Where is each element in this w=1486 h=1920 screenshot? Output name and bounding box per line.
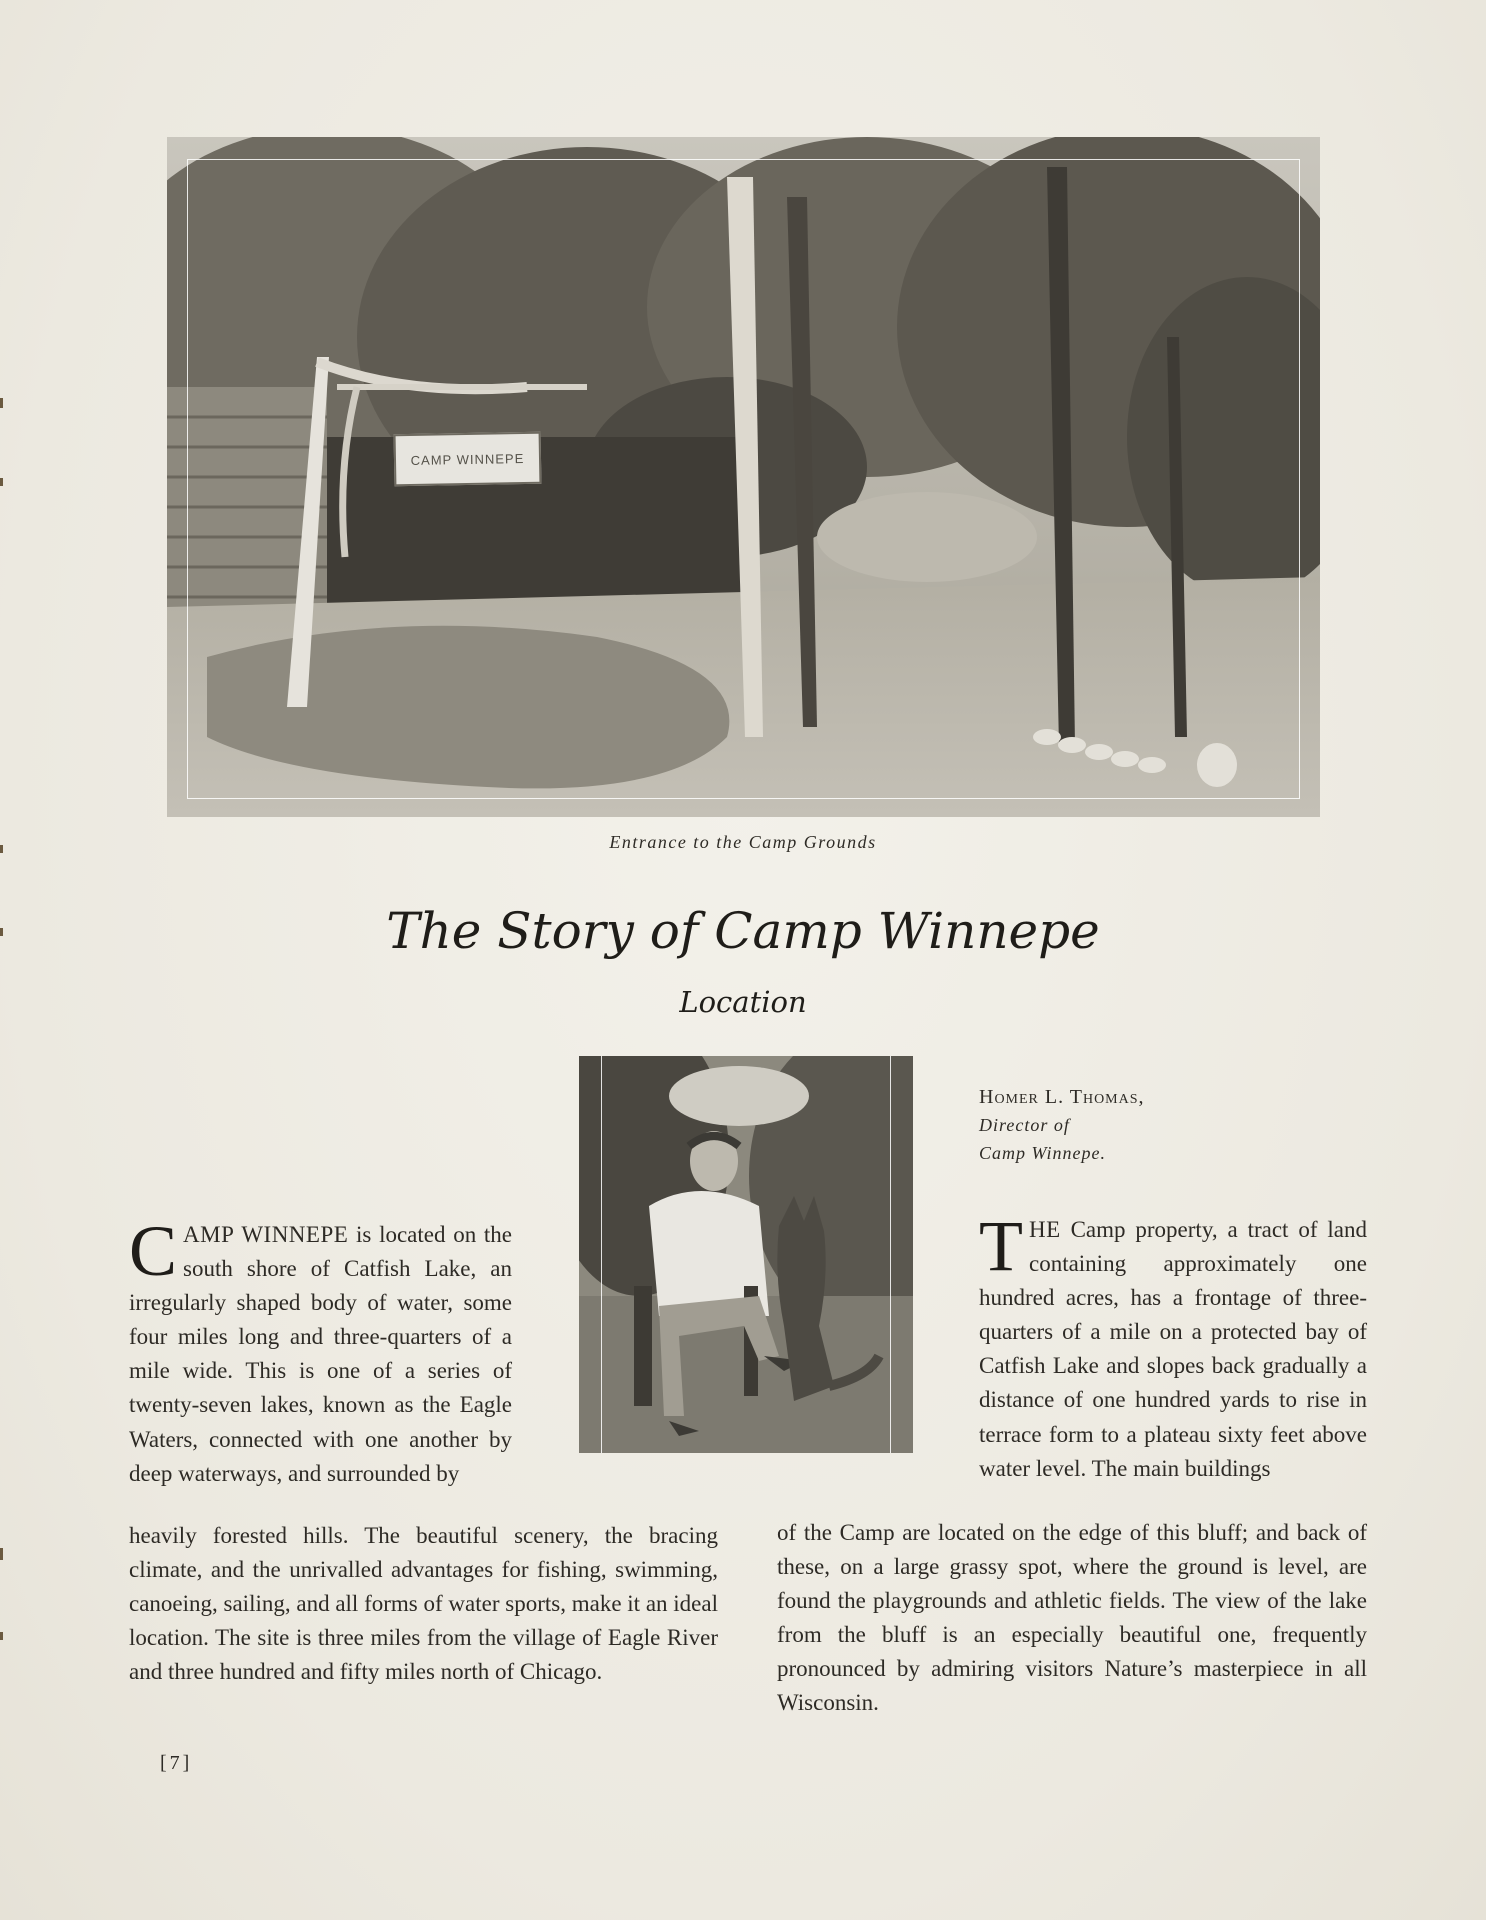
camp-entrance-illustration xyxy=(167,137,1320,817)
paragraph-text: Camp property, a tract of land containing approximately one hundred acres, has a frontage of three-quarters of a mile on a protected bay of Catfish Lake and slopes back gradually a distance of one hundred yards to rise in terrace form to a plateau sixty feet above water level. The main buildings xyxy=(979,1217,1368,1481)
lead-words: AMP WINNEPE xyxy=(183,1222,349,1247)
director-role: Director of xyxy=(979,1115,1070,1135)
page-title: The Story of Camp Winnepe xyxy=(386,902,1100,960)
dropcap-c: C xyxy=(129,1211,178,1291)
section-subtitle: Location xyxy=(679,985,807,1019)
camp-sign: CAMP WINNEPE xyxy=(394,432,542,487)
paragraph-one-top xyxy=(129,1211,513,1491)
photo-caption: Entrance to the Camp Grounds xyxy=(609,832,877,852)
paragraph-text: is located on the south shore of Catfish Lake, an irregularly shaped body of water, some four miles long and three-quarters of a mile wide. This is one of a series of twenty-seven lakes, known as the Eagle Waters, connected with one another by deep waterways, and surrounded by xyxy=(129,1222,513,1486)
binding-mark xyxy=(0,398,3,408)
photo-frame-line xyxy=(601,1056,602,1453)
director-portrait-illustration xyxy=(579,1056,913,1453)
binding-mark xyxy=(0,478,3,486)
paragraph-one-bottom xyxy=(129,1519,718,1689)
paragraph-two-bottom xyxy=(777,1516,1367,1721)
lead-words: HE xyxy=(1028,1217,1061,1242)
portrait-caption xyxy=(979,1083,1239,1167)
binding-mark xyxy=(0,1632,3,1640)
director-name: Homer L. Thomas, xyxy=(979,1086,1145,1108)
paragraph-text: heavily forested hills. The beautiful scenery, the bracing climate, and the unrivalled advantages for fishing, swimming, canoeing, sailing, and all forms of water sports, make it an ideal location. The site is three miles from the village of Eagle River and three hundred and fifty miles north of Chicago. xyxy=(129,1523,718,1685)
dropcap-t: T xyxy=(979,1206,1023,1286)
photo-frame-line xyxy=(890,1056,891,1453)
page-number: [7] xyxy=(160,1752,193,1774)
binding-mark xyxy=(0,1548,3,1560)
paragraph-two-top xyxy=(979,1206,1368,1486)
camp-entrance-photo xyxy=(167,137,1320,817)
director-portrait-photo xyxy=(579,1056,913,1453)
paragraph-text: of the Camp are located on the edge of this bluff; and back of these, on a large grassy spot, where the ground is level, are found the playgrounds and athletic fields. The view of the lake from the bluff is an especially beautiful one, frequently pronounced by admiring visitors Nature’s masterpiece in all Wisconsin. xyxy=(777,1520,1367,1716)
camp-name: Camp Winnepe. xyxy=(979,1143,1106,1163)
